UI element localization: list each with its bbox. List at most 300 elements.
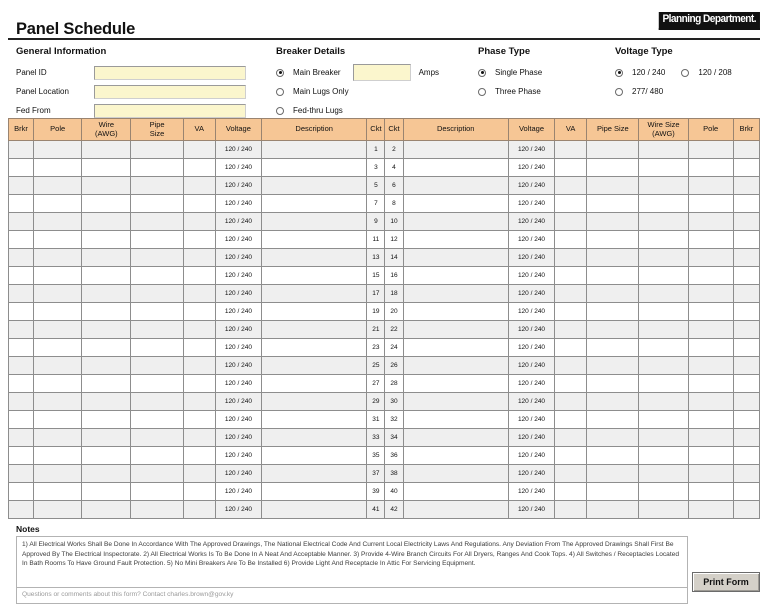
cell-voltage-right[interactable]: 120 / 240 — [508, 483, 554, 501]
radio-icon-277-480[interactable] — [615, 88, 623, 96]
cell-voltage-left[interactable]: 120 / 240 — [215, 159, 261, 177]
cell-pipe-right[interactable] — [587, 483, 639, 501]
cell-pole-left[interactable] — [34, 429, 82, 447]
cell-va-left[interactable] — [183, 483, 215, 501]
cell-wire-left[interactable] — [82, 411, 131, 429]
cell-voltage-right[interactable]: 120 / 240 — [508, 411, 554, 429]
cell-pipe-right[interactable] — [587, 303, 639, 321]
voltage-option-277-480[interactable] — [615, 83, 665, 100]
cell-pole-right[interactable] — [688, 159, 733, 177]
cell-brkr-right[interactable] — [733, 465, 759, 483]
cell-description-left[interactable] — [261, 231, 366, 249]
notes-textarea[interactable]: 1) All Electrical Works Shall Be Done In Accordance With The Approved Drawings, The National Electrical Code And Current Local Electricity Laws And Regulations. Any Deviation From The Approved Drawings Shall First Be Approved By The Electrical Inspectorate. 2) All Electrical Works Is To Be Done In A Neat And Acceptable Manner. 3) Provide 4-Wire Branch Circuits For All Dryers, Ranges And Cook Tops. 4) All Switches / Receptacles Located In Bath Rooms To Have Ground Fault Protection. 5) No Mini Breakers Are To Be Installed 6) Provide Light And Receptacle In Attic For Servicing Equipment. — [16, 536, 688, 588]
cell-va-right[interactable] — [555, 447, 587, 465]
cell-va-right[interactable] — [555, 429, 587, 447]
cell-voltage-left[interactable]: 120 / 240 — [215, 483, 261, 501]
cell-description-left[interactable] — [261, 141, 366, 159]
cell-description-right[interactable] — [403, 393, 508, 411]
cell-brkr-left[interactable] — [9, 213, 34, 231]
cell-va-left[interactable] — [183, 159, 215, 177]
cell-description-right[interactable] — [403, 375, 508, 393]
cell-pole-right[interactable] — [688, 231, 733, 249]
cell-wire-right[interactable] — [639, 159, 688, 177]
cell-pole-left[interactable] — [34, 141, 82, 159]
cell-brkr-right[interactable] — [733, 357, 759, 375]
radio-icon-fed-thru-lugs[interactable] — [276, 107, 284, 115]
cell-voltage-right[interactable]: 120 / 240 — [508, 501, 554, 519]
cell-brkr-left[interactable] — [9, 375, 34, 393]
cell-pole-right[interactable] — [688, 321, 733, 339]
breaker-option-main-breaker[interactable] — [276, 64, 476, 81]
cell-pole-right[interactable] — [688, 447, 733, 465]
cell-va-right[interactable] — [555, 177, 587, 195]
radio-icon-120-208[interactable] — [681, 69, 689, 77]
cell-va-right[interactable] — [555, 321, 587, 339]
cell-voltage-right[interactable]: 120 / 240 — [508, 465, 554, 483]
cell-description-left[interactable] — [261, 213, 366, 231]
cell-pole-right[interactable] — [688, 465, 733, 483]
cell-wire-left[interactable] — [82, 501, 131, 519]
cell-wire-left[interactable] — [82, 375, 131, 393]
cell-pole-left[interactable] — [34, 159, 82, 177]
cell-va-left[interactable] — [183, 267, 215, 285]
cell-voltage-left[interactable]: 120 / 240 — [215, 267, 261, 285]
cell-voltage-left[interactable]: 120 / 240 — [215, 357, 261, 375]
panel-id-input[interactable] — [94, 66, 246, 80]
cell-wire-left[interactable] — [82, 249, 131, 267]
cell-pipe-right[interactable] — [587, 429, 639, 447]
cell-pole-right[interactable] — [688, 411, 733, 429]
cell-va-left[interactable] — [183, 501, 215, 519]
cell-va-right[interactable] — [555, 141, 587, 159]
cell-description-left[interactable] — [261, 339, 366, 357]
cell-wire-right[interactable] — [639, 195, 688, 213]
cell-pipe-right[interactable] — [587, 195, 639, 213]
cell-va-right[interactable] — [555, 501, 587, 519]
cell-brkr-left[interactable] — [9, 447, 34, 465]
cell-va-right[interactable] — [555, 249, 587, 267]
cell-pipe-right[interactable] — [587, 141, 639, 159]
cell-pole-right[interactable] — [688, 357, 733, 375]
cell-va-left[interactable] — [183, 303, 215, 321]
cell-description-left[interactable] — [261, 357, 366, 375]
cell-pole-right[interactable] — [688, 213, 733, 231]
cell-voltage-left[interactable]: 120 / 240 — [215, 177, 261, 195]
cell-description-left[interactable] — [261, 501, 366, 519]
cell-pipe-right[interactable] — [587, 285, 639, 303]
cell-pole-right[interactable] — [688, 195, 733, 213]
cell-pipe-left[interactable] — [131, 195, 183, 213]
cell-brkr-right[interactable] — [733, 447, 759, 465]
cell-pipe-left[interactable] — [131, 177, 183, 195]
cell-brkr-right[interactable] — [733, 213, 759, 231]
cell-va-left[interactable] — [183, 375, 215, 393]
cell-description-right[interactable] — [403, 159, 508, 177]
cell-va-right[interactable] — [555, 339, 587, 357]
cell-voltage-left[interactable]: 120 / 240 — [215, 213, 261, 231]
cell-pipe-right[interactable] — [587, 249, 639, 267]
cell-va-left[interactable] — [183, 411, 215, 429]
cell-pole-right[interactable] — [688, 339, 733, 357]
cell-wire-right[interactable] — [639, 249, 688, 267]
cell-pipe-right[interactable] — [587, 339, 639, 357]
cell-wire-left[interactable] — [82, 339, 131, 357]
cell-description-left[interactable] — [261, 411, 366, 429]
cell-pole-right[interactable] — [688, 267, 733, 285]
cell-pipe-left[interactable] — [131, 411, 183, 429]
print-form-button[interactable]: Print Form — [692, 572, 760, 592]
cell-wire-left[interactable] — [82, 429, 131, 447]
cell-voltage-left[interactable]: 120 / 240 — [215, 393, 261, 411]
cell-va-left[interactable] — [183, 321, 215, 339]
cell-pole-right[interactable] — [688, 393, 733, 411]
cell-voltage-right[interactable]: 120 / 240 — [508, 339, 554, 357]
cell-va-right[interactable] — [555, 411, 587, 429]
cell-va-right[interactable] — [555, 213, 587, 231]
cell-wire-right[interactable] — [639, 231, 688, 249]
cell-brkr-left[interactable] — [9, 285, 34, 303]
cell-wire-right[interactable] — [639, 447, 688, 465]
cell-voltage-right[interactable]: 120 / 240 — [508, 429, 554, 447]
panel-location-input[interactable] — [94, 85, 246, 99]
cell-pipe-right[interactable] — [587, 231, 639, 249]
phase-option-three-phase[interactable] — [478, 83, 608, 100]
cell-wire-left[interactable] — [82, 267, 131, 285]
cell-va-right[interactable] — [555, 195, 587, 213]
cell-pole-left[interactable] — [34, 303, 82, 321]
cell-va-right[interactable] — [555, 393, 587, 411]
cell-pipe-left[interactable] — [131, 231, 183, 249]
cell-voltage-left[interactable]: 120 / 240 — [215, 303, 261, 321]
cell-description-right[interactable] — [403, 141, 508, 159]
cell-brkr-right[interactable] — [733, 285, 759, 303]
cell-pole-left[interactable] — [34, 393, 82, 411]
cell-pole-left[interactable] — [34, 231, 82, 249]
cell-pipe-right[interactable] — [587, 375, 639, 393]
cell-pole-left[interactable] — [34, 357, 82, 375]
cell-wire-right[interactable] — [639, 141, 688, 159]
cell-voltage-right[interactable]: 120 / 240 — [508, 447, 554, 465]
cell-pole-left[interactable] — [34, 321, 82, 339]
cell-va-right[interactable] — [555, 267, 587, 285]
cell-pipe-right[interactable] — [587, 393, 639, 411]
cell-voltage-right[interactable]: 120 / 240 — [508, 375, 554, 393]
cell-description-right[interactable] — [403, 267, 508, 285]
cell-voltage-right[interactable]: 120 / 240 — [508, 195, 554, 213]
cell-description-left[interactable] — [261, 267, 366, 285]
cell-description-right[interactable] — [403, 429, 508, 447]
cell-description-left[interactable] — [261, 249, 366, 267]
voltage-option-120-240[interactable] — [615, 64, 665, 81]
cell-wire-left[interactable] — [82, 285, 131, 303]
cell-voltage-right[interactable]: 120 / 240 — [508, 285, 554, 303]
cell-description-left[interactable] — [261, 483, 366, 501]
cell-brkr-right[interactable] — [733, 195, 759, 213]
cell-brkr-right[interactable] — [733, 303, 759, 321]
cell-pipe-right[interactable] — [587, 501, 639, 519]
cell-brkr-right[interactable] — [733, 393, 759, 411]
cell-description-left[interactable] — [261, 393, 366, 411]
cell-pipe-right[interactable] — [587, 177, 639, 195]
cell-brkr-left[interactable] — [9, 465, 34, 483]
cell-pipe-left[interactable] — [131, 249, 183, 267]
cell-brkr-left[interactable] — [9, 429, 34, 447]
radio-icon-main-breaker[interactable] — [276, 69, 284, 77]
cell-wire-right[interactable] — [639, 213, 688, 231]
cell-voltage-left[interactable]: 120 / 240 — [215, 141, 261, 159]
cell-pole-right[interactable] — [688, 141, 733, 159]
cell-description-right[interactable] — [403, 321, 508, 339]
cell-va-left[interactable] — [183, 447, 215, 465]
cell-brkr-left[interactable] — [9, 141, 34, 159]
cell-wire-right[interactable] — [639, 429, 688, 447]
cell-brkr-left[interactable] — [9, 321, 34, 339]
cell-wire-left[interactable] — [82, 447, 131, 465]
cell-wire-left[interactable] — [82, 393, 131, 411]
cell-description-left[interactable] — [261, 375, 366, 393]
cell-description-right[interactable] — [403, 285, 508, 303]
cell-pipe-left[interactable] — [131, 357, 183, 375]
cell-pole-left[interactable] — [34, 375, 82, 393]
cell-wire-right[interactable] — [639, 285, 688, 303]
cell-description-left[interactable] — [261, 321, 366, 339]
cell-va-left[interactable] — [183, 177, 215, 195]
cell-voltage-right[interactable]: 120 / 240 — [508, 393, 554, 411]
cell-description-right[interactable] — [403, 411, 508, 429]
cell-wire-right[interactable] — [639, 465, 688, 483]
cell-va-left[interactable] — [183, 429, 215, 447]
cell-pole-right[interactable] — [688, 501, 733, 519]
cell-pole-left[interactable] — [34, 213, 82, 231]
cell-voltage-right[interactable]: 120 / 240 — [508, 249, 554, 267]
cell-brkr-left[interactable] — [9, 231, 34, 249]
cell-pole-left[interactable] — [34, 501, 82, 519]
cell-pipe-left[interactable] — [131, 375, 183, 393]
cell-pole-left[interactable] — [34, 411, 82, 429]
cell-va-left[interactable] — [183, 213, 215, 231]
cell-description-right[interactable] — [403, 303, 508, 321]
cell-description-right[interactable] — [403, 483, 508, 501]
cell-pole-right[interactable] — [688, 177, 733, 195]
cell-pipe-left[interactable] — [131, 447, 183, 465]
cell-pole-left[interactable] — [34, 177, 82, 195]
cell-pole-right[interactable] — [688, 303, 733, 321]
cell-voltage-right[interactable]: 120 / 240 — [508, 303, 554, 321]
voltage-option-120-208[interactable] — [681, 64, 731, 81]
cell-brkr-left[interactable] — [9, 267, 34, 285]
cell-wire-left[interactable] — [82, 159, 131, 177]
cell-voltage-right[interactable]: 120 / 240 — [508, 357, 554, 375]
cell-wire-left[interactable] — [82, 483, 131, 501]
cell-description-left[interactable] — [261, 285, 366, 303]
cell-brkr-left[interactable] — [9, 339, 34, 357]
cell-voltage-left[interactable]: 120 / 240 — [215, 231, 261, 249]
cell-pipe-left[interactable] — [131, 321, 183, 339]
cell-pole-left[interactable] — [34, 267, 82, 285]
cell-description-left[interactable] — [261, 195, 366, 213]
cell-brkr-right[interactable] — [733, 177, 759, 195]
cell-voltage-right[interactable]: 120 / 240 — [508, 231, 554, 249]
cell-voltage-right[interactable]: 120 / 240 — [508, 213, 554, 231]
cell-wire-left[interactable] — [82, 321, 131, 339]
breaker-option-main-lugs-only[interactable] — [276, 83, 476, 100]
cell-voltage-left[interactable]: 120 / 240 — [215, 249, 261, 267]
cell-pipe-left[interactable] — [131, 393, 183, 411]
cell-pipe-right[interactable] — [587, 447, 639, 465]
cell-brkr-right[interactable] — [733, 501, 759, 519]
cell-brkr-left[interactable] — [9, 393, 34, 411]
cell-va-left[interactable] — [183, 231, 215, 249]
cell-pipe-right[interactable] — [587, 357, 639, 375]
cell-va-right[interactable] — [555, 465, 587, 483]
cell-pole-right[interactable] — [688, 429, 733, 447]
fed-from-input[interactable] — [94, 104, 246, 118]
cell-wire-right[interactable] — [639, 267, 688, 285]
cell-description-right[interactable] — [403, 465, 508, 483]
cell-pole-right[interactable] — [688, 375, 733, 393]
amps-input[interactable] — [353, 64, 411, 81]
cell-pipe-left[interactable] — [131, 303, 183, 321]
radio-icon-three-phase[interactable] — [478, 88, 486, 96]
cell-brkr-right[interactable] — [733, 267, 759, 285]
cell-pole-left[interactable] — [34, 465, 82, 483]
cell-pipe-left[interactable] — [131, 267, 183, 285]
cell-description-left[interactable] — [261, 159, 366, 177]
cell-voltage-left[interactable]: 120 / 240 — [215, 411, 261, 429]
cell-pole-left[interactable] — [34, 249, 82, 267]
cell-voltage-right[interactable]: 120 / 240 — [508, 177, 554, 195]
cell-pipe-left[interactable] — [131, 429, 183, 447]
cell-brkr-left[interactable] — [9, 357, 34, 375]
cell-pipe-right[interactable] — [587, 159, 639, 177]
cell-wire-right[interactable] — [639, 483, 688, 501]
cell-wire-left[interactable] — [82, 213, 131, 231]
cell-wire-left[interactable] — [82, 141, 131, 159]
cell-brkr-left[interactable] — [9, 501, 34, 519]
cell-brkr-left[interactable] — [9, 411, 34, 429]
cell-wire-left[interactable] — [82, 231, 131, 249]
cell-va-right[interactable] — [555, 375, 587, 393]
breaker-option-fed-thru-lugs[interactable] — [276, 102, 476, 119]
cell-voltage-left[interactable]: 120 / 240 — [215, 375, 261, 393]
cell-brkr-right[interactable] — [733, 321, 759, 339]
cell-pole-left[interactable] — [34, 285, 82, 303]
cell-va-right[interactable] — [555, 285, 587, 303]
cell-voltage-right[interactable]: 120 / 240 — [508, 141, 554, 159]
cell-voltage-right[interactable]: 120 / 240 — [508, 267, 554, 285]
cell-description-right[interactable] — [403, 249, 508, 267]
cell-pipe-right[interactable] — [587, 465, 639, 483]
cell-wire-right[interactable] — [639, 375, 688, 393]
cell-description-left[interactable] — [261, 177, 366, 195]
cell-pipe-left[interactable] — [131, 483, 183, 501]
radio-icon-single-phase[interactable] — [478, 69, 486, 77]
cell-voltage-left[interactable]: 120 / 240 — [215, 339, 261, 357]
cell-brkr-right[interactable] — [733, 159, 759, 177]
cell-brkr-left[interactable] — [9, 249, 34, 267]
cell-wire-right[interactable] — [639, 357, 688, 375]
cell-va-left[interactable] — [183, 195, 215, 213]
cell-description-left[interactable] — [261, 447, 366, 465]
cell-pipe-left[interactable] — [131, 285, 183, 303]
cell-voltage-left[interactable]: 120 / 240 — [215, 429, 261, 447]
cell-voltage-left[interactable]: 120 / 240 — [215, 447, 261, 465]
cell-wire-left[interactable] — [82, 195, 131, 213]
cell-wire-right[interactable] — [639, 411, 688, 429]
cell-brkr-left[interactable] — [9, 195, 34, 213]
cell-voltage-left[interactable]: 120 / 240 — [215, 321, 261, 339]
cell-description-right[interactable] — [403, 213, 508, 231]
cell-va-right[interactable] — [555, 159, 587, 177]
cell-wire-right[interactable] — [639, 303, 688, 321]
cell-wire-left[interactable] — [82, 357, 131, 375]
cell-pipe-left[interactable] — [131, 141, 183, 159]
cell-va-right[interactable] — [555, 357, 587, 375]
cell-description-left[interactable] — [261, 303, 366, 321]
cell-va-left[interactable] — [183, 465, 215, 483]
cell-voltage-right[interactable]: 120 / 240 — [508, 159, 554, 177]
cell-brkr-right[interactable] — [733, 141, 759, 159]
cell-va-right[interactable] — [555, 483, 587, 501]
cell-description-left[interactable] — [261, 465, 366, 483]
cell-pipe-left[interactable] — [131, 213, 183, 231]
cell-pole-left[interactable] — [34, 447, 82, 465]
cell-pipe-right[interactable] — [587, 213, 639, 231]
cell-description-right[interactable] — [403, 177, 508, 195]
cell-va-left[interactable] — [183, 249, 215, 267]
cell-wire-left[interactable] — [82, 177, 131, 195]
cell-wire-right[interactable] — [639, 177, 688, 195]
cell-pole-left[interactable] — [34, 483, 82, 501]
cell-brkr-left[interactable] — [9, 177, 34, 195]
radio-icon-120-240[interactable] — [615, 69, 623, 77]
cell-voltage-left[interactable]: 120 / 240 — [215, 465, 261, 483]
cell-pole-left[interactable] — [34, 195, 82, 213]
cell-wire-left[interactable] — [82, 465, 131, 483]
cell-brkr-right[interactable] — [733, 429, 759, 447]
cell-wire-right[interactable] — [639, 321, 688, 339]
cell-voltage-left[interactable]: 120 / 240 — [215, 285, 261, 303]
cell-brkr-right[interactable] — [733, 249, 759, 267]
cell-va-left[interactable] — [183, 393, 215, 411]
cell-voltage-left[interactable]: 120 / 240 — [215, 501, 261, 519]
cell-brkr-left[interactable] — [9, 303, 34, 321]
cell-pole-left[interactable] — [34, 339, 82, 357]
cell-pipe-right[interactable] — [587, 411, 639, 429]
cell-pole-right[interactable] — [688, 249, 733, 267]
cell-brkr-right[interactable] — [733, 231, 759, 249]
cell-pipe-right[interactable] — [587, 321, 639, 339]
cell-pole-right[interactable] — [688, 483, 733, 501]
cell-description-right[interactable] — [403, 195, 508, 213]
cell-brkr-right[interactable] — [733, 411, 759, 429]
cell-pipe-right[interactable] — [587, 267, 639, 285]
phase-option-single-phase[interactable] — [478, 64, 608, 81]
cell-voltage-left[interactable]: 120 / 240 — [215, 195, 261, 213]
cell-description-right[interactable] — [403, 231, 508, 249]
cell-pole-right[interactable] — [688, 285, 733, 303]
cell-va-right[interactable] — [555, 231, 587, 249]
cell-wire-right[interactable] — [639, 393, 688, 411]
cell-description-right[interactable] — [403, 357, 508, 375]
cell-brkr-right[interactable] — [733, 375, 759, 393]
cell-description-right[interactable] — [403, 447, 508, 465]
cell-description-left[interactable] — [261, 429, 366, 447]
cell-pipe-left[interactable] — [131, 339, 183, 357]
cell-description-right[interactable] — [403, 339, 508, 357]
cell-wire-right[interactable] — [639, 339, 688, 357]
radio-icon-main-lugs-only[interactable] — [276, 88, 284, 96]
